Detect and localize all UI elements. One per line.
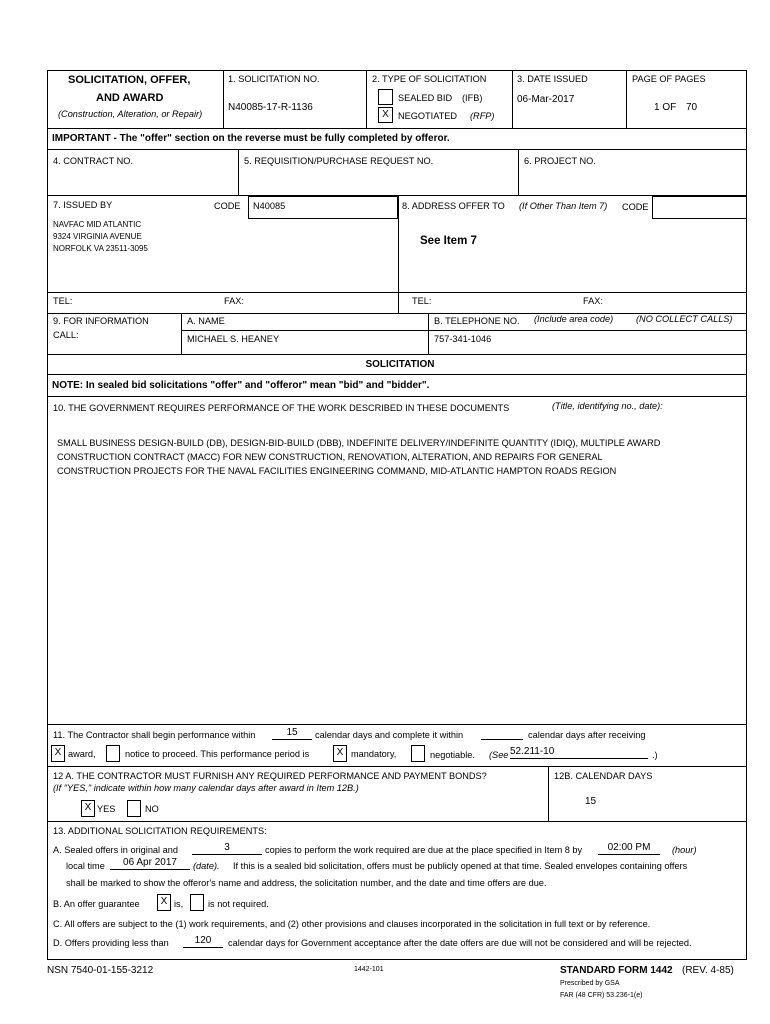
divider — [47, 724, 747, 725]
offer-fax-label: FAX: — [583, 296, 603, 306]
see-item-7-text: See Item 7 — [420, 235, 477, 247]
area-code-note: (Include area code) — [534, 314, 614, 324]
call-label: CALL: — [53, 330, 79, 340]
bonds-yes-checkbox[interactable]: X — [81, 800, 95, 817]
negotiable-label: negotiable. — [430, 750, 475, 760]
hour-label: (hour) — [672, 845, 697, 855]
divider — [512, 70, 513, 128]
project-no-label: 6. PROJECT NO. — [524, 156, 596, 166]
address-offer-code-field[interactable] — [652, 196, 747, 219]
contact-name-label: A. NAME — [187, 316, 225, 326]
work-description-line2: CONSTRUCTION CONTRACT (MACC) FOR NEW CONSTRUCTION, RENOVATION, ALTERATION, AND REPAIRS FOR GENERAL — [57, 452, 603, 462]
far-reference: FAR (48 CFR) 53.236-1(e) — [560, 992, 643, 999]
issuer-tel-label: TEL: — [53, 296, 73, 306]
item13d-text1: D. Offers providing less than — [53, 938, 169, 948]
calendar-days-value: 15 — [585, 796, 597, 807]
important-notice: IMPORTANT - The "offer" section on the reverse must be fully completed by offeror. — [52, 133, 450, 144]
issued-by-label: 7. ISSUED BY — [53, 200, 113, 210]
form-code: 1442-101 — [354, 966, 384, 973]
due-time-field[interactable]: 02:00 PM — [598, 842, 660, 855]
item13c-text: C. All offers are subject to the (1) work requirements, and (2) other provisions and clauses incorporated in the solicitation in full text or by reference. — [53, 919, 651, 929]
sealed-bid-abbr: (IFB) — [462, 93, 483, 103]
negotiated-abbr: (RFP) — [470, 111, 495, 121]
item13a-text4: shall be marked to show the offeror's name and address, the solicitation number, and the date and time offers are due. — [66, 878, 547, 888]
item11-text-c: calendar days after receiving — [528, 730, 646, 740]
item12a-label: 12 A. THE CONTRACTOR MUST FURNISH ANY REQUIRED PERFORMANCE AND PAYMENT BONDS? — [53, 771, 487, 781]
due-date-field[interactable]: 06 Apr 2017 — [110, 857, 190, 870]
item13a-text1: A. Sealed offers in original and — [53, 845, 178, 855]
date-label: (date). — [193, 861, 220, 871]
item13a-text3: If this is a sealed bid solicitation, offers must be publicly opened at that time. Sealed envelopes containing offers — [233, 861, 688, 871]
mandatory-checkbox[interactable]: X — [333, 745, 347, 762]
divider — [518, 149, 519, 195]
issuer-address-line3: NORFOLK VA 23511-3095 — [53, 244, 148, 253]
contact-name-value: MICHAEL S. HEANEY — [187, 334, 280, 344]
standard-form-name: STANDARD FORM 1442 — [560, 965, 673, 976]
bonds-yes-label: YES — [97, 804, 116, 814]
divider — [428, 313, 429, 354]
offer-guarantee-not-checkbox[interactable] — [190, 894, 204, 911]
divider — [47, 128, 747, 129]
divider — [47, 374, 747, 375]
divider — [181, 313, 182, 354]
see-clause-label: (See — [489, 750, 509, 760]
divider — [47, 396, 747, 397]
divider — [47, 292, 747, 293]
divider — [238, 149, 239, 195]
see-clause-field[interactable]: 52.211-10 — [510, 746, 648, 759]
calendar-days-label: 12B. CALENDAR DAYS — [554, 771, 653, 781]
address-offer-code-label: CODE — [622, 202, 649, 212]
copies-field[interactable]: 3 — [192, 842, 262, 855]
divider — [47, 766, 747, 767]
item11-text-b: calendar days and complete it within — [315, 730, 464, 740]
bonds-no-label: NO — [145, 804, 159, 814]
acceptance-days-field[interactable]: 120 — [183, 935, 223, 948]
negotiable-checkbox[interactable] — [411, 745, 425, 762]
nsn-number: NSN 7540-01-155-3212 — [47, 965, 154, 976]
divider — [548, 766, 549, 821]
item10-note: (Title, identifying no., date): — [552, 401, 663, 411]
form-revision: (REV. 4-85) — [682, 965, 734, 976]
item13a-text2: copies to perform the work required are due at the place specified in Item 8 by — [265, 845, 583, 855]
address-offer-note: (If Other Than Item 7) — [519, 201, 608, 211]
notice-to-proceed-checkbox[interactable] — [106, 745, 120, 762]
form-title-line2: AND AWARD — [96, 92, 164, 104]
divider — [366, 70, 367, 128]
sealed-bid-checkbox[interactable] — [378, 89, 393, 105]
begin-days-field[interactable]: 15 — [272, 727, 312, 740]
requisition-no-label: 5. REQUISITION/PURCHASE REQUEST NO. — [244, 156, 434, 166]
award-checkbox[interactable]: X — [51, 745, 65, 762]
contact-telephone-label: B. TELEPHONE NO. — [434, 316, 520, 326]
form-title-line3: (Construction, Alteration, or Repair) — [58, 109, 203, 119]
date-issued-value: 06-Mar-2017 — [517, 94, 575, 105]
issued-by-code-value: N40085 — [253, 201, 286, 211]
issued-by-code-label: CODE — [214, 201, 241, 211]
solicitation-no-value: N40085-17-R-1136 — [228, 102, 313, 113]
offer-guarantee-is-label: is, — [174, 899, 184, 909]
issuer-fax-label: FAX: — [224, 296, 244, 306]
offer-tel-label: TEL: — [412, 296, 432, 306]
work-description-line3: CONSTRUCTION PROJECTS FOR THE NAVAL FACILITIES ENGINEERING COMMAND, MID-ATLANTIC HAMPTON ROADS REGION — [57, 466, 617, 476]
solicitation-heading: SOLICITATION — [365, 359, 435, 370]
divider — [398, 195, 399, 314]
notice-to-proceed-label: notice to proceed. This performance period is — [125, 749, 310, 759]
issuer-address-line1: NAVFAC MID ATLANTIC — [53, 220, 142, 229]
divider — [47, 354, 747, 355]
mandatory-label: mandatory, — [351, 749, 397, 759]
award-label: award, — [68, 749, 96, 759]
contract-no-label: 4. CONTRACT NO. — [53, 156, 133, 166]
negotiated-checkbox[interactable]: X — [378, 107, 393, 123]
page-of-pages-value: 1 OF — [654, 102, 677, 113]
work-description-line1: SMALL BUSINESS DESIGN-BUILD (DB), DESIGN-BID-BUILD (DBB), INDEFINITE DELIVERY/INDEFINITE QUANTITY (IDIQ), MULTIPLE AWARD — [57, 438, 661, 448]
item13d-text2: calendar days for Government acceptance after the date offers are due will not be considered and will be rejected. — [228, 938, 692, 948]
address-offer-to-label: 8. ADDRESS OFFER TO — [402, 201, 505, 211]
sealed-bid-note: NOTE: In sealed bid solicitations "offer" and "offeror" mean "bid" and "bidder". — [52, 380, 430, 391]
negotiated-label: NEGOTIATED — [398, 111, 458, 121]
page-of-pages-label: PAGE OF PAGES — [632, 74, 706, 84]
sealed-bid-label: SEALED BID — [398, 93, 453, 103]
bonds-no-checkbox[interactable] — [127, 800, 141, 817]
item13b-text2: is not required. — [208, 899, 269, 909]
divider — [47, 821, 747, 822]
contact-telephone-value: 757-341-1046 — [434, 334, 492, 344]
for-information-label: 9. FOR INFORMATION — [53, 316, 149, 326]
prescribed-by: Prescribed by GSA — [560, 980, 620, 987]
offer-guarantee-is-checkbox[interactable]: X — [157, 894, 171, 911]
no-collect-note: (NO COLLECT CALLS) — [636, 314, 733, 324]
divider — [181, 330, 747, 331]
solicitation-no-label: 1. SOLICITATION NO. — [228, 74, 320, 84]
local-time-label: local time — [66, 861, 105, 871]
page-total-value: 70 — [686, 102, 698, 113]
divider — [626, 70, 627, 128]
type-of-solicitation-label: 2. TYPE OF SOLICITATION — [372, 74, 487, 84]
item11-text-a: 11. The Contractor shall begin performance within — [53, 730, 256, 740]
complete-days-field[interactable] — [481, 727, 523, 740]
issuer-address-line2: 9324 VIRGINIA AVENUE — [53, 232, 142, 241]
item10-label: 10. THE GOVERNMENT REQUIRES PERFORMANCE OF THE WORK DESCRIBED IN THESE DOCUMENTS — [53, 403, 510, 413]
see-clause-close: .) — [652, 750, 658, 760]
item13-label: 13. ADDITIONAL SOLICITATION REQUIREMENTS: — [53, 826, 267, 836]
divider — [223, 70, 224, 128]
item13b-text1: B. An offer guarantee — [53, 899, 140, 909]
divider — [47, 149, 747, 150]
date-issued-label: 3. DATE ISSUED — [517, 74, 588, 84]
item12a-note: (If "YES," indicate within how many calendar days after award in Item 12B.) — [53, 783, 359, 793]
form-title-line1: SOLICITATION, OFFER, — [68, 74, 191, 86]
